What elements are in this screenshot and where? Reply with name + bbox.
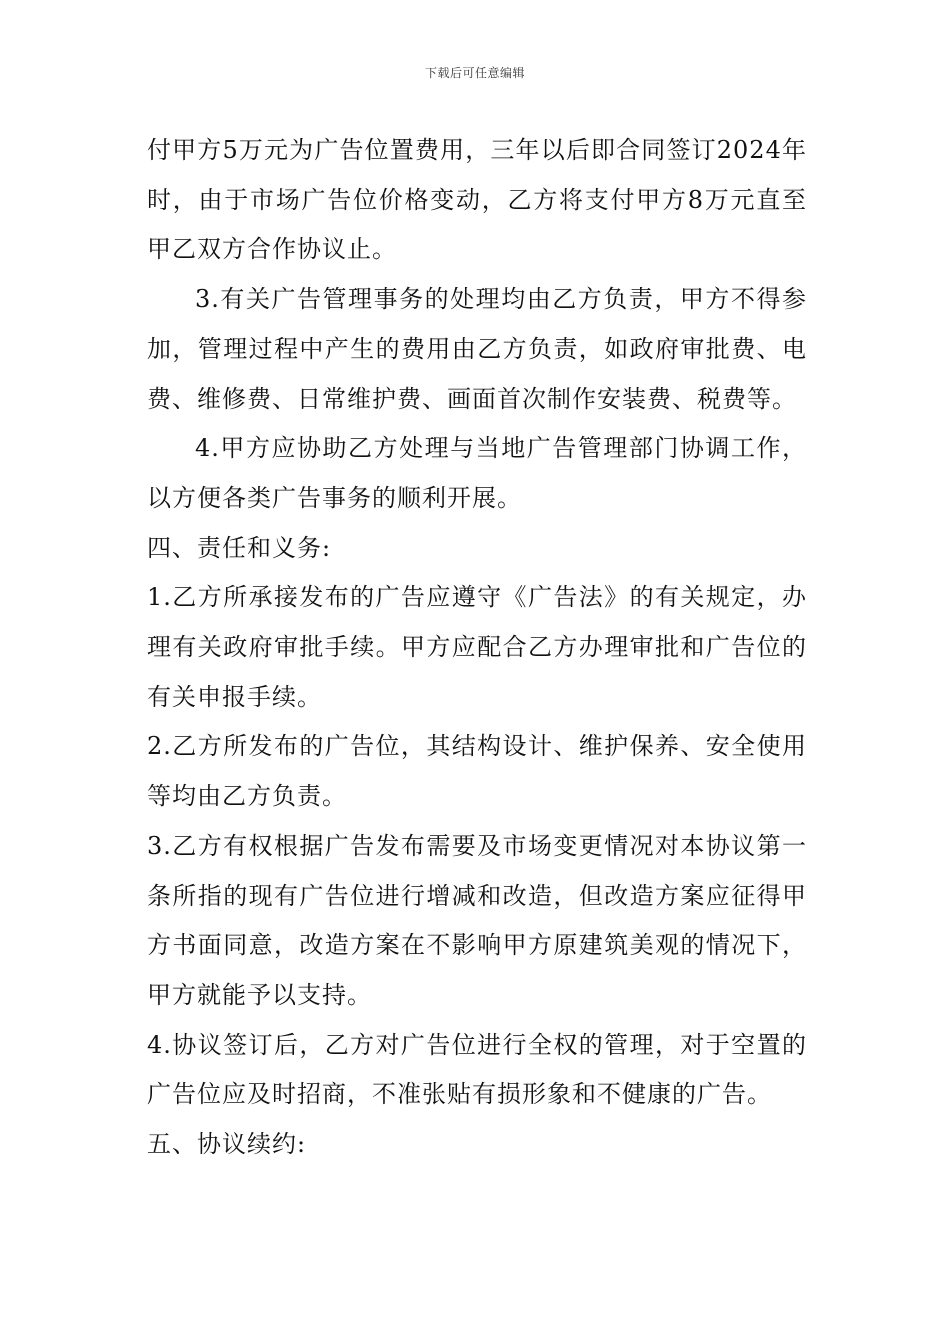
section-heading-renewal: 五、协议续约: <box>147 1130 307 1159</box>
document-body <box>147 126 807 1170</box>
paragraph-clause-3-management: 3.有关广告管理事务的处理均由乙方负责，甲方不得参加，管理过程中产生的费用由乙方负责，如政府审批费、电费、维修费、日常维护费、画面首次制作安装费、税费等。 <box>147 285 807 413</box>
paragraph-duty-3: 3.乙方有权根据广告发布需要及市场变更情况对本协议第一条所指的现有广告位进行增减和改造，但改造方案应征得甲方书面同意，改造方案在不影响甲方原建筑美观的情况下，甲方就能予以支持。 <box>147 831 807 1009</box>
paragraph-duty-4: 4.协议签订后，乙方对广告位进行全权的管理，对于空置的广告位应及时招商，不准张贴有损形象和不健康的广告。 <box>147 1030 807 1109</box>
paragraph-clause-4-coordination: 4.甲方应协助乙方处理与当地广告管理部门协调工作，以方便各类广告事务的顺利开展。 <box>147 434 807 512</box>
section-heading-responsibilities: 四、责任和义务: <box>147 533 332 562</box>
paragraph-duty-2: 2.乙方所发布的广告位，其结构设计、维护保养、安全使用等均由乙方负责。 <box>147 732 807 811</box>
paragraph-payment-terms: 付甲方5万元为广告位置费用，三年以后即合同签订2024年时，由于市场广告位价格变动，乙方将支付甲方8万元直至甲乙双方合作协议止。 <box>147 136 807 264</box>
page-header: 下载后可任意编辑 <box>424 66 525 80</box>
paragraph-duty-1: 1.乙方所承接发布的广告应遵守《广告法》的有关规定，办理有关政府审批手续。甲方应配合乙方办理审批和广告位的有关申报手续。 <box>147 583 807 711</box>
